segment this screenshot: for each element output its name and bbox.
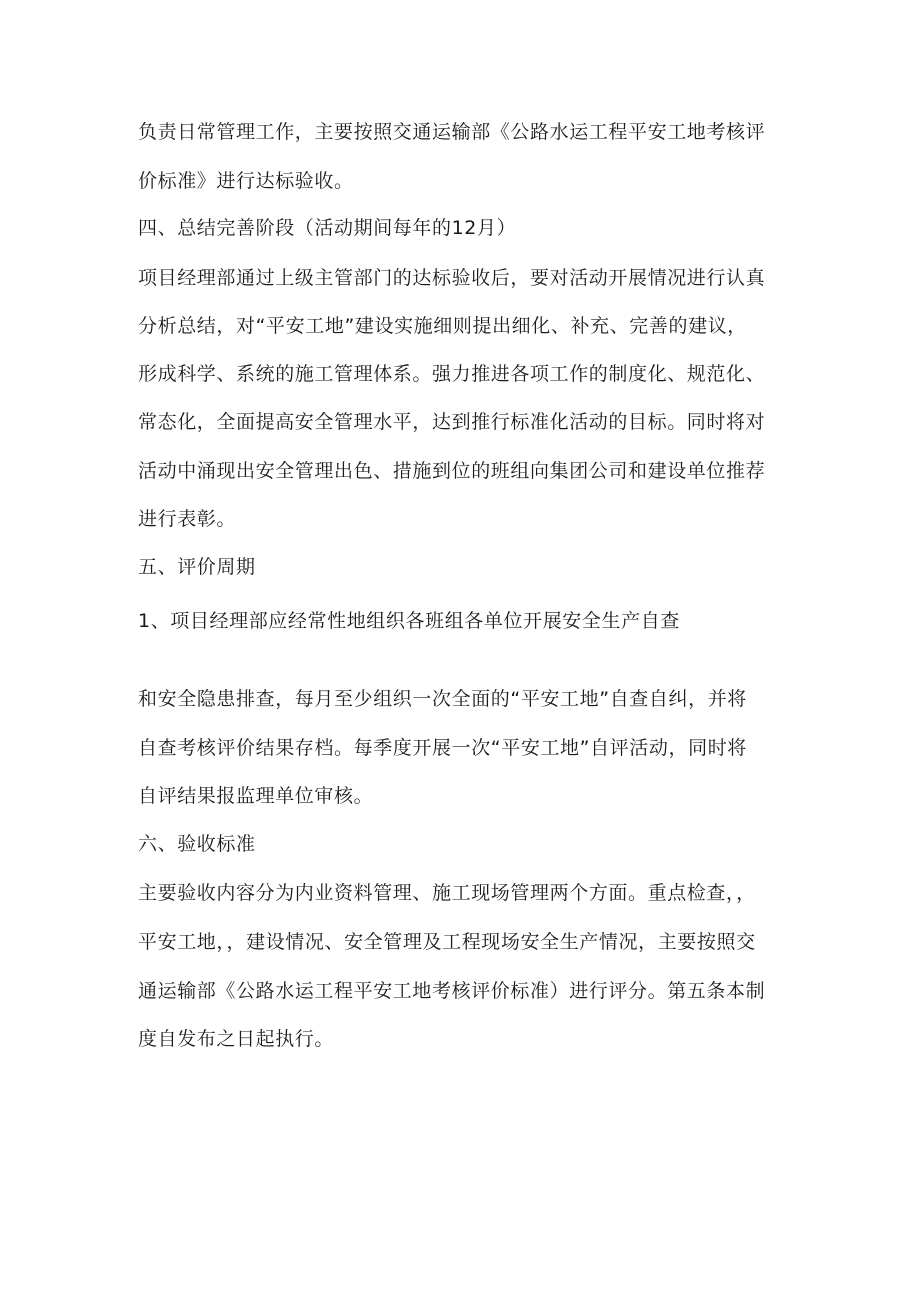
paragraph-line-2: 价标准》进行达标验收。 [138,170,354,192]
section-heading-4: 四、总结完善阶段（活动期间每年的12月） [138,217,517,239]
paragraph-line-7: 活动中涌现出安全管理出色、措施到位的班组向集团公司和建设单位推荐 [138,460,766,482]
paragraph-line-6: 常态化，全面提高安全管理水平，达到推行标准化活动的目标。同时将对 [138,411,766,433]
list-item-1: 1、项目经理部应经常性地组织各班组各单位开展安全生产自查 [138,610,680,632]
paragraph-line-1: 负责日常管理工作，主要按照交通运输部《公路水运工程平安工地考核评 [138,121,766,143]
paragraph-line-10: 自查考核评价结果存档。每季度开展一次“平安工地”自评活动，同时将 [138,737,747,759]
paragraph-line-8: 进行表彰。 [138,508,237,530]
paragraph-line-4: 分析总结，对“平安工地”建设实施细则提出细化、补充、完善的建议， [138,315,747,337]
paragraph-line-11: 自评结果报监理单位审核。 [138,785,374,807]
paragraph-line-3: 项目经理部通过上级主管部门的达标验收后，要对活动开展情况进行认真 [138,267,766,289]
section-heading-5: 五、评价周期 [138,556,256,578]
paragraph-line-9: 和安全隐患排查，每月至少组织一次全面的“平安工地”自查自纠，并将 [138,688,747,710]
section-heading-6: 六、验收标准 [138,833,256,855]
paragraph-line-12: 主要验收内容分为内业资料管理、施工现场管理两个方面。重点检查，， [138,882,756,904]
paragraph-line-14: 通运输部《公路水运工程平安工地考核评价标准）进行评分。第五条本制 [138,980,766,1002]
paragraph-line-5: 形成科学、系统的施工管理体系。强力推进各项工作的制度化、规范化、 [138,363,766,385]
paragraph-line-13: 平安工地，，建设情况、安全管理及工程现场安全生产情况，主要按照交 [138,931,756,953]
paragraph-line-15: 度自发布之日起执行。 [138,1028,335,1050]
